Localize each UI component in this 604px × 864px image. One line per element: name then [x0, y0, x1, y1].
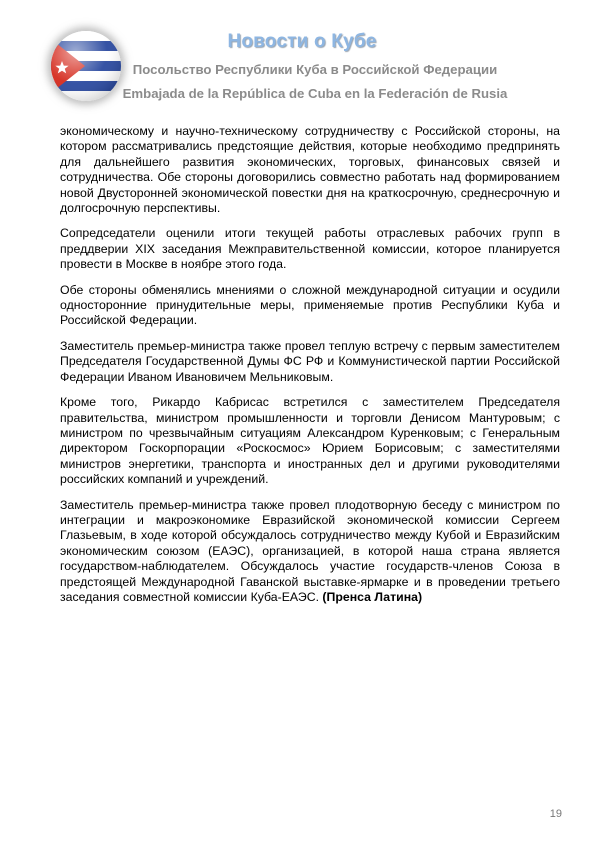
article-body: [60, 124, 560, 615]
paragraph: Кроме того, Рикардо Кабрисас встретился с заместителем Председателя правительства, министром промышленности и торговли Денисом Мантуровым; с министром по чрезвычайным ситуациям Александром Куренковым; с Генеральным директором Госкорпорации «Роскосмос» Юрием Борисовым; с заместителями министров энергетики, транспорта и иностранных дел и другими руководителями российских компаний и учреждений.: [60, 395, 560, 487]
paragraph: экономическому и научно-техническому сотрудничеству с Российской стороны, на котором рассматривались предстоящие действия, которые необходимо предпринять для дальнейшего развития экономических, торговых, финансовых связей и сотрудничества. Обе стороны договорились совместно работать над формированием новой Двусторонней экономической повестки дня на краткосрочную, среднесрочную и долгосрочную перспективы.: [60, 124, 560, 216]
paragraph-text: Заместитель премьер-министра также провел плодотворную беседу с министром по интеграции и макроэкономике Евразийской экономической комиссии Сергеем Глазьевым, в ходе которой обсуждалось сотрудничество между Кубой и Евразийским экономическим союзом (ЕАЭС), организацией, в которой наша страна является государством-наблюдателем. Обсуждалось участие государств-членов Союза в предстоящей Международной Гаванской выставке-ярмарке и в проведении третьего заседания совместной комиссии Куба-ЕАЭС.: [60, 497, 560, 604]
paragraph-last: [60, 498, 560, 606]
paragraph: Обе стороны обменялись мнениями о сложной международной ситуации и осудили односторонние принудительные меры, применяемые против Республики Куба и Российской Федерации.: [60, 282, 560, 328]
page-title: Новости о Кубе: [227, 31, 377, 52]
embassy-name-es: Embajada de la República de Cuba en la Federación de Rusia: [122, 86, 508, 101]
source-credit: (Пренса Латина): [322, 589, 423, 604]
page-number: 19: [549, 808, 562, 820]
paragraph: Заместитель премьер-министра также провел теплую встречу с первым заместителем Председателя Государственной Думы ФС РФ и Коммунистической партии Российской Федерации Иваном Ивановичем Мельниковым.: [60, 338, 560, 384]
page-header: [0, 0, 604, 120]
paragraph: Сопредседатели оценили итоги текущей работы отраслевых рабочих групп в преддверии XIX заседания Межправительственной комиссии, которое планируется провести в Москве в ноябре этого года.: [60, 226, 560, 272]
embassy-name-ru: Посольство Республики Куба в Российской Федерации: [132, 62, 498, 77]
